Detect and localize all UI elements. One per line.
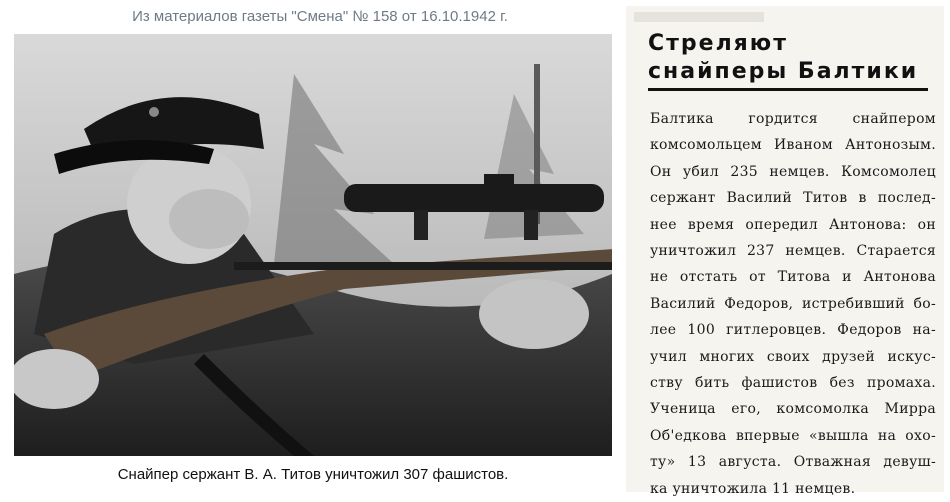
clipping-torn-edge — [634, 12, 764, 22]
sniper-photo — [14, 34, 612, 456]
article-body — [650, 106, 936, 502]
newspaper-clipping — [626, 6, 944, 497]
article-line: уничтожил 237 немцев. Старается — [650, 243, 936, 260]
article-line: Балтика гордится снайпером — [650, 111, 936, 127]
photo-icon — [14, 34, 612, 456]
article-line: сержант Василий Титов в послед- — [650, 190, 936, 207]
article-line: комсомольцем Иваном Антонозым. — [650, 137, 936, 154]
article-line: Ученица его, комсомолка Мирра — [650, 401, 936, 418]
article-line: не отстать от Титова и Антонова — [650, 269, 936, 286]
article-line: ству бить фашистов без промаха. — [650, 375, 936, 392]
article-line: Об'едкова впервые «вышла на охо- — [650, 427, 936, 444]
article-line: нее время опередил Антонова: он — [650, 216, 936, 233]
article-line: Василий Федоров, истребивший бо- — [650, 295, 936, 312]
headline-line-2: снайперы Балтики — [648, 59, 919, 84]
article-headline — [648, 30, 938, 91]
article-line: учил многих своих друзей искус- — [650, 348, 936, 365]
article-line: лее 100 гитлеровцев. Федоров на- — [650, 322, 936, 339]
headline-line-1: Стреляют — [648, 31, 788, 56]
article-line: ту» 13 августа. Отважная девуш- — [650, 454, 936, 471]
article-line: Он убил 235 немцев. Комсомолец — [650, 163, 936, 180]
header-caption: Из материалов газеты "Смена" № 158 от 16.10.1942 г. — [132, 8, 508, 25]
headline-rule — [648, 88, 928, 91]
photo-caption: Снайпер сержант В. А. Титов уничтожил 307 фашистов. — [117, 466, 509, 483]
article-line: ка уничтожила 11 немцев. — [650, 480, 856, 497]
